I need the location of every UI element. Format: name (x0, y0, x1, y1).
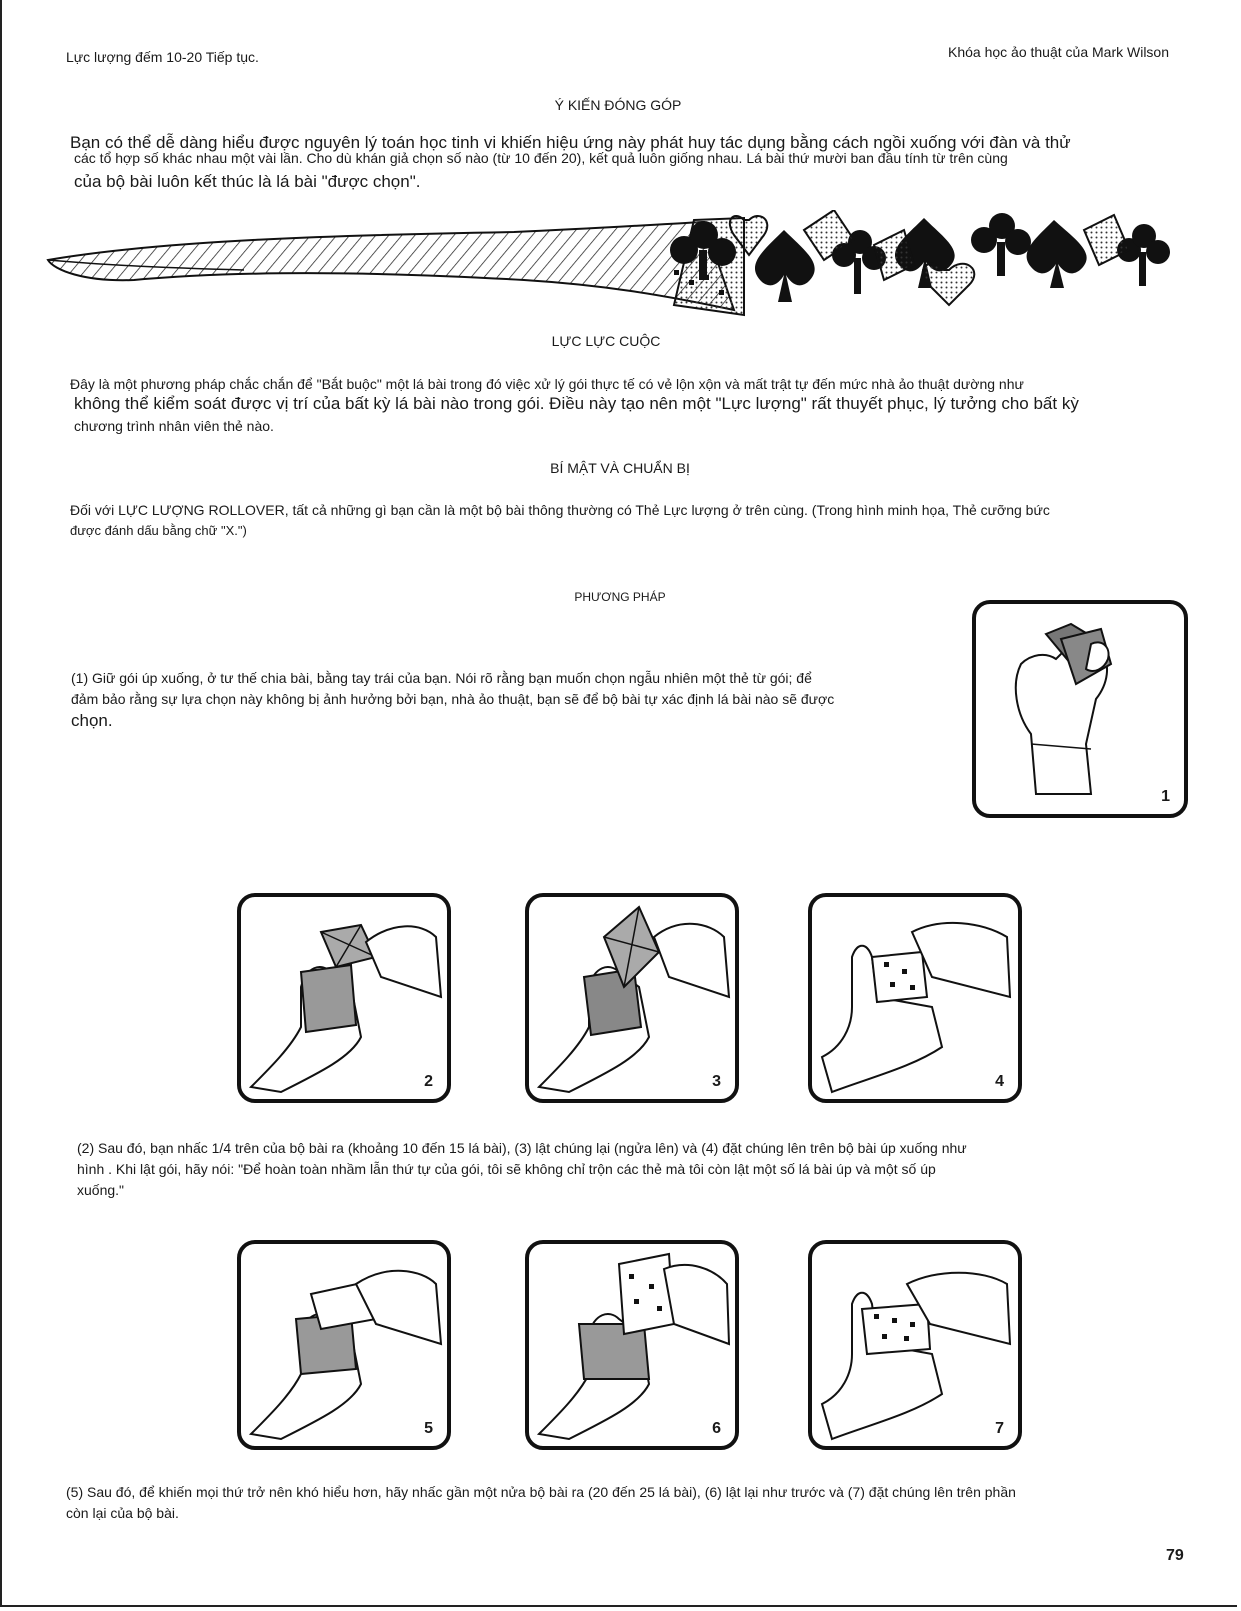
secret-title: BÍ MẬT VÀ CHUẨN BỊ (550, 460, 690, 476)
step5-line-2: còn lại của bộ bài. (66, 1505, 179, 1521)
figure-number: 7 (995, 1420, 1004, 1437)
figure-number: 4 (995, 1073, 1004, 1090)
step5-line-1: (5) Sau đó, để khiến mọi thứ trở nên khó hiểu hơn, hãy nhấc gần một nửa bộ bài ra (20 đến 25 lá bài), (6) lật lại như trước và (7) đặt chúng lên trên phần (66, 1484, 1016, 1500)
figure-6 (525, 1240, 739, 1450)
card-spread-illustration (44, 210, 1194, 325)
figure-number: 1 (1161, 788, 1170, 805)
step1-line-1: (1) Giữ gói úp xuống, ở tư thế chia bài, bằng tay trái của bạn. Nói rõ rằng bạn muốn chọn ngẫu nhiên một thẻ từ gói; để (71, 670, 812, 686)
figure-number: 5 (424, 1420, 433, 1437)
figure-number: 3 (712, 1073, 721, 1090)
contribution-line-2: các tổ hợp số khác nhau một vài lần. Cho dù khán giả chọn số nào (từ 10 đến 20), kết quả luôn giống nhau. Lá bài thứ mười ban đầu tính từ trên cùng (74, 150, 1008, 166)
figure-7 (808, 1240, 1022, 1450)
running-header-left: Lực lượng đếm 10-20 Tiếp tục. (66, 49, 259, 65)
contribution-title: Ý KIẾN ĐÓNG GÓP (554, 97, 682, 113)
force-line-3: chương trình nhân viên thẻ nào. (74, 418, 274, 434)
step2-line-3: xuống." (77, 1182, 125, 1198)
secret-line-1: Đối với LỰC LƯỢNG ROLLOVER, tất cả những gì bạn cần là một bộ bài thông thường có Thẻ Lực lượng ở trên cùng. (Trong hình minh họa, Thẻ cưỡng bức (70, 502, 1050, 518)
contribution-line-3: của bộ bài luôn kết thúc là lá bài "được chọn". (74, 172, 421, 191)
force-line-2: không thể kiểm soát được vị trí của bất kỳ lá bài nào trong gói. Điều này tạo nên một "Lực lượng" rất thuyết phục, lý tưởng cho bất kỳ (74, 394, 1079, 413)
running-header-right: Khóa học ảo thuật của Mark Wilson (948, 44, 1170, 60)
figure-number: 6 (712, 1420, 721, 1437)
force-line-1: Đây là một phương pháp chắc chắn để "Bắt buộc" một lá bài trong đó việc xử lý gói thực tế có vẻ lộn xộn và mất trật tự đến mức nhà ảo thuật dường như (70, 376, 1024, 392)
figure-3 (525, 893, 739, 1103)
figure-5 (237, 1240, 451, 1450)
contribution-line-1: Bạn có thể dễ dàng hiểu được nguyên lý toán học tinh vi khiến hiệu ứng này phát huy tác dụng bằng cách ngồi xuống với đàn và thử (70, 133, 1071, 152)
secret-line-2: được đánh dấu bằng chữ "X.") (70, 523, 247, 538)
force-title: LỰC LỰC CUỘC (551, 333, 661, 349)
step1-line-2: đảm bảo rằng sự lựa chọn này không bị ảnh hưởng bởi bạn, nhà ảo thuật, bạn sẽ để bộ bài tự xác định lá bài nào sẽ được (71, 691, 835, 707)
figure-2 (237, 893, 451, 1103)
figure-4 (808, 893, 1022, 1103)
step2-line-2: hình . Khi lật gói, hãy nói: "Để hoàn toàn nhầm lẫn thứ tự của gói, tôi sẽ không chỉ trộn các thẻ mà tôi còn lật một số lá bài úp và một số úp (77, 1161, 936, 1177)
step2-line-1: (2) Sau đó, bạn nhấc 1/4 trên của bộ bài ra (khoảng 10 đến 15 lá bài), (3) lật chúng lại (ngửa lên) và (4) đặt chúng lên trên bộ bài úp xuống như (77, 1140, 967, 1156)
figure-1 (972, 600, 1188, 818)
method-title: PHƯƠNG PHÁP (574, 590, 666, 604)
figure-number: 2 (424, 1073, 433, 1090)
step1-line-3: chọn. (71, 711, 113, 730)
page-number: 79 (1166, 1547, 1184, 1564)
